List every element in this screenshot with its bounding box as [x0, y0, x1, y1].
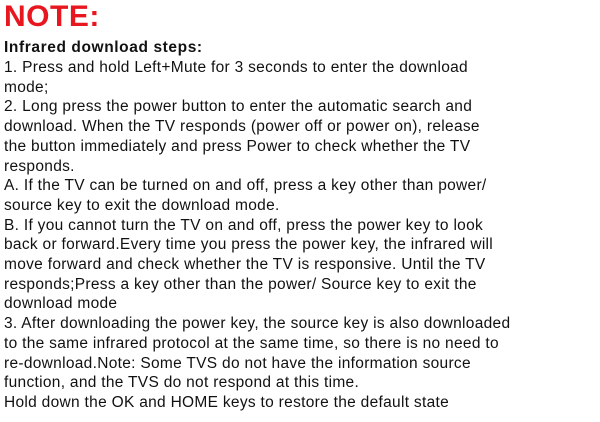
text-line: Hold down the OK and HOME keys to restore the default state [4, 393, 450, 411]
text-line: function, and the TVS do not respond at this time. [4, 374, 360, 392]
text-line: A. If the TV can be turned on and off, press a key other than power/ [4, 177, 487, 195]
text-line: download mode [4, 295, 118, 313]
text-line: source key to exit the download mode. [4, 196, 280, 214]
text-line: 3. After downloading the power key, the source key is also downloaded [4, 315, 511, 333]
text-line: re-download.Note: Some TVS do not have the information source [4, 354, 471, 372]
note-title: NOTE: [4, 0, 100, 33]
text-line: to the same infrared protocol at the same time, so there is no need to [4, 334, 499, 352]
note-document [4, 0, 596, 413]
text-line: 2. Long press the power button to enter the automatic search and [4, 98, 473, 116]
text-line: move forward and check whether the TV is responsive. Until the TV [4, 256, 486, 274]
steps-body [4, 58, 596, 413]
text-line: download. When the TV responds (power off or power on), release [4, 118, 480, 136]
steps-heading: Infrared download steps: [4, 39, 203, 56]
text-line: B. If you cannot turn the TV on and off, press the power key to look [4, 216, 484, 234]
text-line: responds. [4, 157, 75, 175]
text-line: back or forward.Every time you press the power key, the infrared will [4, 236, 494, 254]
text-line: mode; [4, 78, 49, 96]
text-line: 1. Press and hold Left+Mute for 3 seconds to enter the download [4, 59, 468, 76]
text-line: the button immediately and press Power to check whether the TV [4, 137, 471, 155]
text-line: responds;Press a key other than the power/ Source key to exit the [4, 275, 477, 293]
